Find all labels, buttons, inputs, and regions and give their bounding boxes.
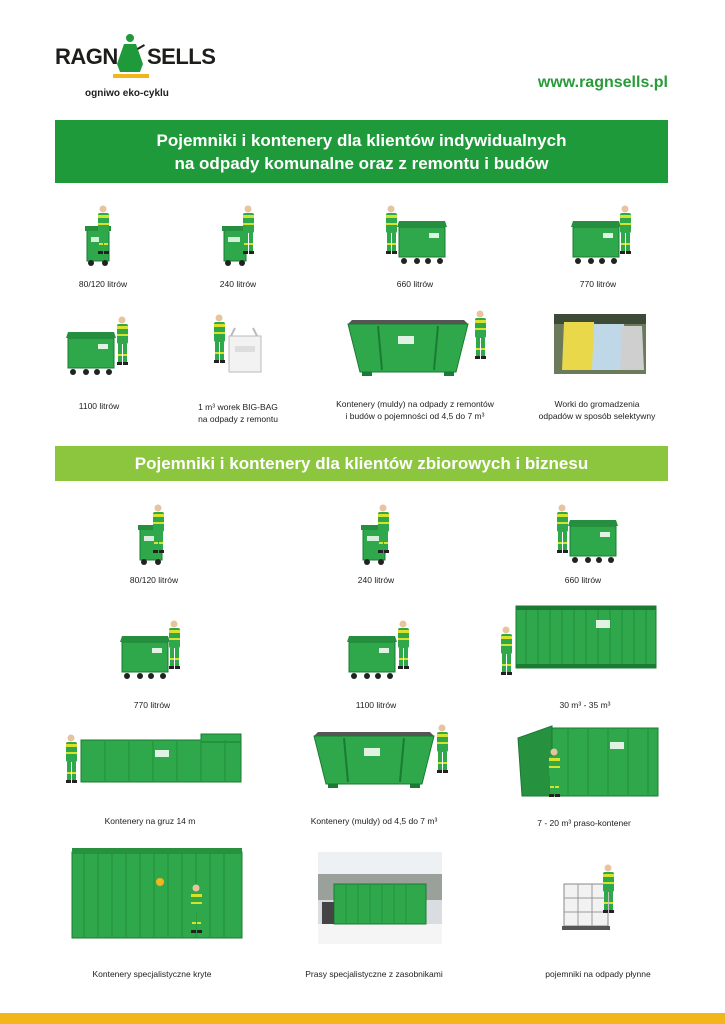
section1-title-line2: na odpady komunalne oraz z remontu i budów <box>174 153 549 173</box>
caption-skip-renovation <box>336 398 494 422</box>
logo-underline <box>113 74 149 78</box>
caption-bigbag-line1: 1 m³ worek BIG-BAG <box>198 402 278 412</box>
section1-banner <box>55 120 668 183</box>
caption-bigbag-line2: na odpady z remontu <box>198 414 278 424</box>
caption2-bin-1100: 1100 litrów <box>355 700 397 710</box>
caption2-press-container: 7 - 20 m³ praso-kontener <box>537 818 631 828</box>
tagline: ogniwo eko-cyklu <box>85 88 169 99</box>
caption-bin-80-120: 80/120 litrów <box>78 279 128 289</box>
logo-text-left: RAGN <box>55 44 118 69</box>
caption-skip-renovation-line2: i budów o pojemności od 4,5 do 7 m³ <box>345 411 485 421</box>
section1-title-line1: Pojemniki i kontenery dla klientów indywidualnych <box>156 130 567 150</box>
caption2-bin-660: 660 litrów <box>564 575 602 585</box>
caption-bin-660: 660 litrów <box>396 279 434 289</box>
caption2-covered-container: Kontenery specjalistyczne kryte <box>92 969 212 979</box>
caption2-press-reservoir: Prasy specjalistyczne z zasobnikami <box>305 969 443 979</box>
caption-selective-bags-line2: odpadów w sposób selektywny <box>538 411 656 421</box>
logo-text-right: SELLS <box>147 44 216 69</box>
caption-skip-renovation-line1: Kontenery (muldy) na odpady z remontów <box>336 399 494 409</box>
logo-figure-icon <box>113 32 147 74</box>
caption-bin-1100: 1100 litrów <box>78 401 120 411</box>
website-link[interactable]: www.ragnsells.pl <box>537 74 668 91</box>
caption2-rolloff-30-35: 30 m³ - 35 m³ <box>559 700 611 710</box>
caption2-liquid-waste: pojemniki na odpady płynne <box>545 969 651 979</box>
section2-banner <box>55 446 668 481</box>
caption-bin-770: 770 litrów <box>579 279 617 289</box>
caption2-bin-240: 240 litrów <box>357 575 395 585</box>
caption2-rubble-container: Kontenery na gruz 14 m <box>104 816 196 826</box>
caption-selective-bags <box>539 398 656 422</box>
caption-bin-240: 240 litrów <box>219 279 257 289</box>
caption2-skip: Kontenery (muldy) od 4,5 do 7 m³ <box>310 816 438 826</box>
caption2-bin-80-120: 80/120 litrów <box>129 575 179 585</box>
caption-bigbag <box>198 401 278 425</box>
caption2-bin-770: 770 litrów <box>133 700 171 710</box>
caption-selective-bags-line1: Worki do gromadzenia <box>554 399 640 409</box>
section2-title: Pojemniki i kontenery dla klientów zbiorowych i biznesu <box>134 453 589 473</box>
footer-bar <box>0 1013 725 1024</box>
